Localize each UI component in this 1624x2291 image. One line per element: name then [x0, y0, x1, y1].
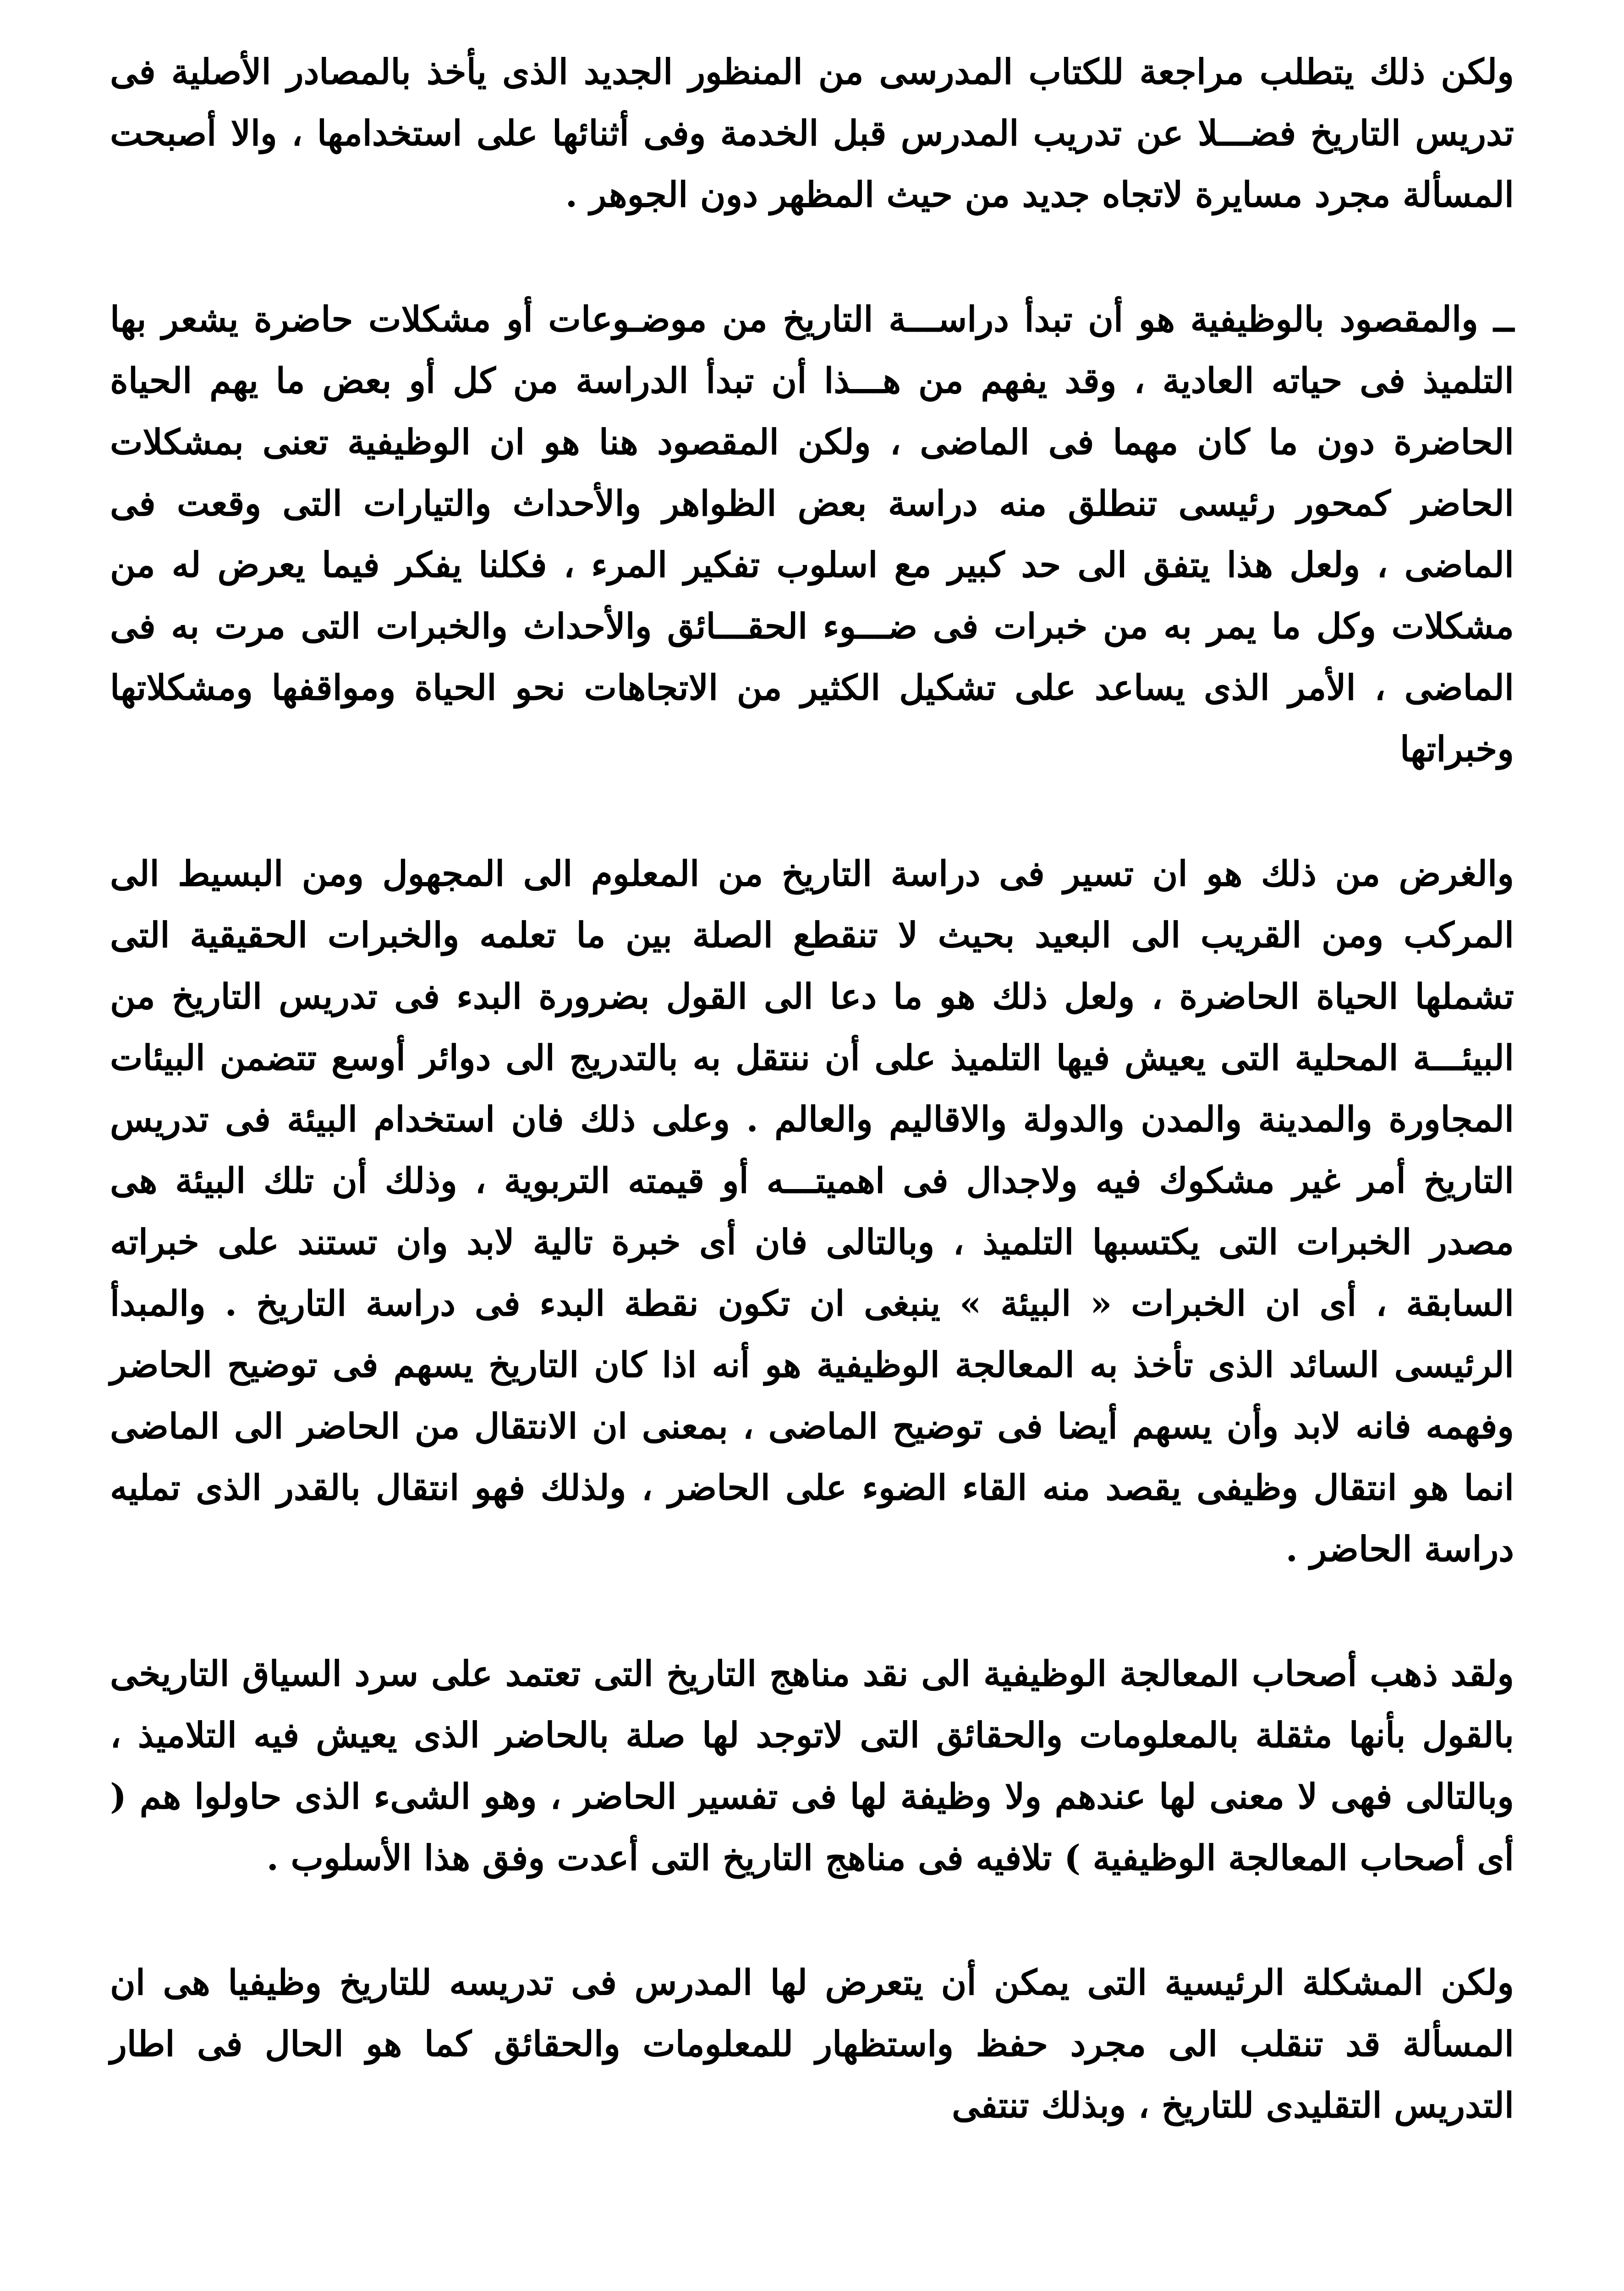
paragraph-4: ولقد ذهب أصحاب المعالجة الوظيفية الى نقد مناهج التاريخ التى تعتمد على سرد السياق التاريخى بالقول بأنها مثقلة بالمعلومات والحقائق التى لاتوجد لها صلة بالحاضر الذى يعيش فيه التلاميذ ، وبالتالى فهى لا معنى لها عندهم ولا وظيفة لها فى تفسير الحاضر ، وهو الشىء الذى حاولوا هم ( أى أصحاب المعالجة الوظيفية ) تلافيه فى مناهج التاريخ التى أعدت وفق هذا الأسلوب . — [110, 1653, 1514, 1878]
paragraph-2: ــ والمقصود بالوظيفية هو أن تبدأ دراســـة التاريخ من موضـوعات أو مشكلات حاضرة يشعر بها التلميذ فى حياته العادية ، وقد يفهم من هـــذا أن تبدأ الدراسة من كل أو بعض ما يهم الحياة الحاضرة دون ما كان مهما فى الماضى ، ولكن المقصود هنا هو ان الوظيفية تعنى بمشكلات الحاضر كمحور رئيسى تنطلق منه دراسة بعض الظواهر والأحداث والتيارات التى وقعت فى الماضى ، ولعل هذا يتفق الى حد كبير مع اسلوب تفكير المرء ، فكلنا يفكر فيما يعرض له من مشكلات وكل ما يمر به من خبرات فى ضـــوء الحقـــائق والأحداث والخبرات التى مرت به فى الماضى ، الأمر الذى يساعد على تشكيل الكثير من الاتجاهات نحو الحياة ومواقفها ومشكلاتها وخبراتها — [110, 299, 1514, 769]
page-body — [110, 41, 1514, 2291]
paragraph-5: ولكن المشكلة الرئيسية التى يمكن أن يتعرض لها المدرس فى تدريسه للتاريخ وظيفيا هى ان المسألة قد تنقلب الى مجرد حفظ واستظهار للمعلومات والحقائق كما هو الحال فى اطار التدريس التقليدى للتاريخ ، وبذلك تنتفى — [110, 1962, 1514, 2126]
paragraph-1: ولكن ذلك يتطلب مراجعة للكتاب المدرسى من المنظور الجديد الذى يأخذ بالمصادر الأصلية فى تدريس التاريخ فضـــلا عن تدريب المدرس قبل الخدمة وفى أثنائها على استخدامها ، والا أصبحت المسألة مجرد مسايرة لاتجاه جديد من حيث المظهر دون الجوهر . — [110, 51, 1514, 215]
paragraph-3: والغرض من ذلك هو ان تسير فى دراسة التاريخ من المعلوم الى المجهول ومن البسيط الى المركب ومن القريب الى البعيد بحيث لا تنقطع الصلة بين ما تعلمه والخبرات الحقيقية التى تشملها الحياة الحاضرة ، ولعل ذلك هو ما دعا الى القول بضرورة البدء فى تدريس التاريخ من البيئـــة المحلية التى يعيش فيها التلميذ على أن ننتقل به بالتدريج الى دوائر أوسع تتضمن البيئات المجاورة والمدينة والمدن والدولة والاقاليم والعالم . وعلى ذلك فان استخدام البيئة فى تدريس التاريخ أمر غير مشكوك فيه ولاجدال فى اهميتـــه أو قيمته التربوية ، وذلك أن تلك البيئة هى مصدر الخبرات التى يكتسبها التلميذ ، وبالتالى فان أى خبرة تالية لابد وان تستند على خبراته السابقة ، أى ان الخبرات « البيئة » ينبغى ان تكون نقطة البدء فى دراسة التاريخ . والمبدأ الرئيسى السائد الذى تأخذ به المعالجة الوظيفية هو أنه اذا كان التاريخ يسهم فى توضيح الحاضر وفهمه فانه لابد وأن يسهم أيضا فى توضيح الماضى ، بمعنى ان الانتقال من الحاضر الى الماضى انما هو انتقال وظيفى يقصد منه القاء الضوء على الحاضر ، ولذلك فهو انتقال بالقدر الذى تمليه دراسة الحاضر . — [110, 853, 1514, 1569]
